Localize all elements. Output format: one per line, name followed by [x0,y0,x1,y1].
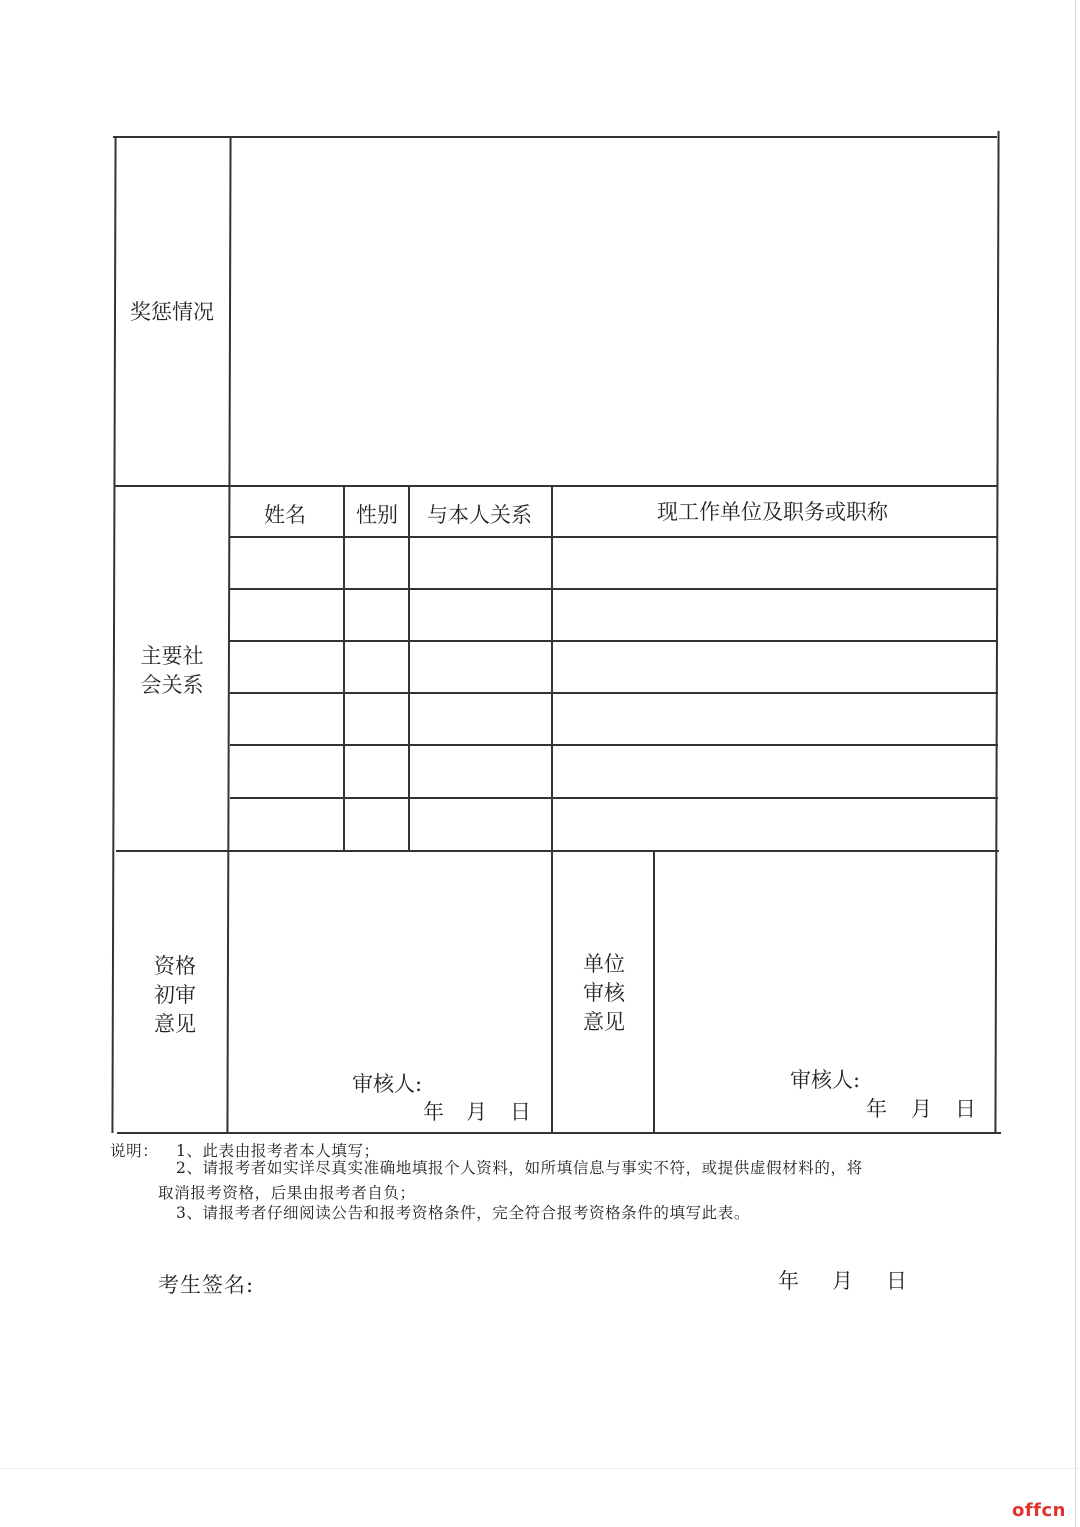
table-rule-relations-bottom [116,850,999,852]
unit-date-year: 年 [866,1097,887,1121]
cell-workplace[interactable] [554,746,995,795]
page-edge [1075,0,1076,1527]
unit-date-day: 日 [955,1097,976,1121]
cell-workplace[interactable] [554,538,995,587]
watermark-logo: offcn [1011,1500,1066,1521]
relations-label-line2: 会关系 [140,673,204,697]
qualification-date-day: 日 [510,1100,531,1124]
cell-name[interactable] [231,642,341,691]
cell-relation[interactable] [411,590,549,639]
candidate-signature-label: 考生签名: [158,1273,255,1297]
unit-label-line1: 单位 [583,952,625,976]
note-line-3: 3、请报考者仔细阅读公告和报考资格条件，完全符合报考资格条件的填写此表。 [176,1204,750,1222]
header-relation: 与本人关系 [427,503,532,527]
unit-label-line3: 意见 [583,1010,625,1034]
unit-review-field[interactable] [658,854,994,1054]
signature-date-day: 日 [886,1269,908,1293]
table-divider-gender [408,485,410,851]
cell-workplace[interactable] [554,590,995,639]
cell-relation[interactable] [411,799,549,848]
cell-name[interactable] [231,694,341,743]
cell-gender[interactable] [346,642,406,691]
cell-gender[interactable] [346,538,406,587]
note-line-1: 1、此表由报考者本人填写； [176,1142,380,1160]
cell-name[interactable] [231,799,341,848]
relations-label-line1: 主要社 [140,644,204,668]
awards-field[interactable] [232,140,994,483]
header-workplace: 现工作单位及职务或职称 [657,500,888,524]
table-divider-name [343,485,345,851]
signature-date-month: 月 [832,1269,854,1293]
unit-review-label [555,950,653,1037]
cell-gender[interactable] [346,694,406,743]
relations-label [118,642,226,700]
cell-relation[interactable] [411,746,549,795]
unit-label-line2: 审核 [583,981,625,1005]
cell-workplace[interactable] [554,694,995,743]
page-edge-bottom [0,1468,1080,1469]
table-rule-awards-bottom [115,485,997,487]
qualification-date-year: 年 [423,1100,444,1124]
candidate-signature-field[interactable] [260,1264,660,1298]
note-line-2: 2、请报考者如实详尽真实准确地填报个人资料，如所填信息与事实不符，或提供虚假材料的，将 [176,1159,863,1177]
note-line-2-continued: 取消报考资格，后果由报考者自负； [158,1184,416,1202]
cell-workplace[interactable] [554,642,995,691]
qualification-review-label [122,952,228,1039]
header-gender: 性别 [356,503,398,527]
awards-label: 奖惩情况 [130,300,214,324]
cell-relation[interactable] [411,538,549,587]
cell-gender[interactable] [346,590,406,639]
qualification-label-line3: 意见 [154,1012,196,1036]
qualification-label-line2: 初审 [154,983,196,1007]
table-divider-relation [551,485,553,1132]
header-name: 姓名 [264,503,306,527]
cell-relation[interactable] [411,694,549,743]
table-border-top [113,136,997,138]
table-divider-unit-label [653,850,655,1132]
cell-relation[interactable] [411,642,549,691]
table-border-right [994,131,999,1133]
table-border-left [111,136,116,1133]
unit-date-month: 月 [911,1097,932,1121]
cell-gender[interactable] [346,746,406,795]
qualification-review-field[interactable] [234,854,548,1054]
table-border-bottom [117,1132,1001,1134]
cell-name[interactable] [231,746,341,795]
cell-name[interactable] [231,538,341,587]
qualification-date-month: 月 [466,1100,487,1124]
cell-name[interactable] [231,590,341,639]
signature-date-year: 年 [778,1269,800,1293]
cell-workplace[interactable] [554,799,995,848]
qualification-reviewer-label: 审核人: [352,1072,423,1096]
notes-prefix: 说明： [110,1142,159,1160]
qualification-label-line1: 资格 [154,954,196,978]
unit-reviewer-label: 审核人: [790,1068,861,1092]
cell-gender[interactable] [346,799,406,848]
